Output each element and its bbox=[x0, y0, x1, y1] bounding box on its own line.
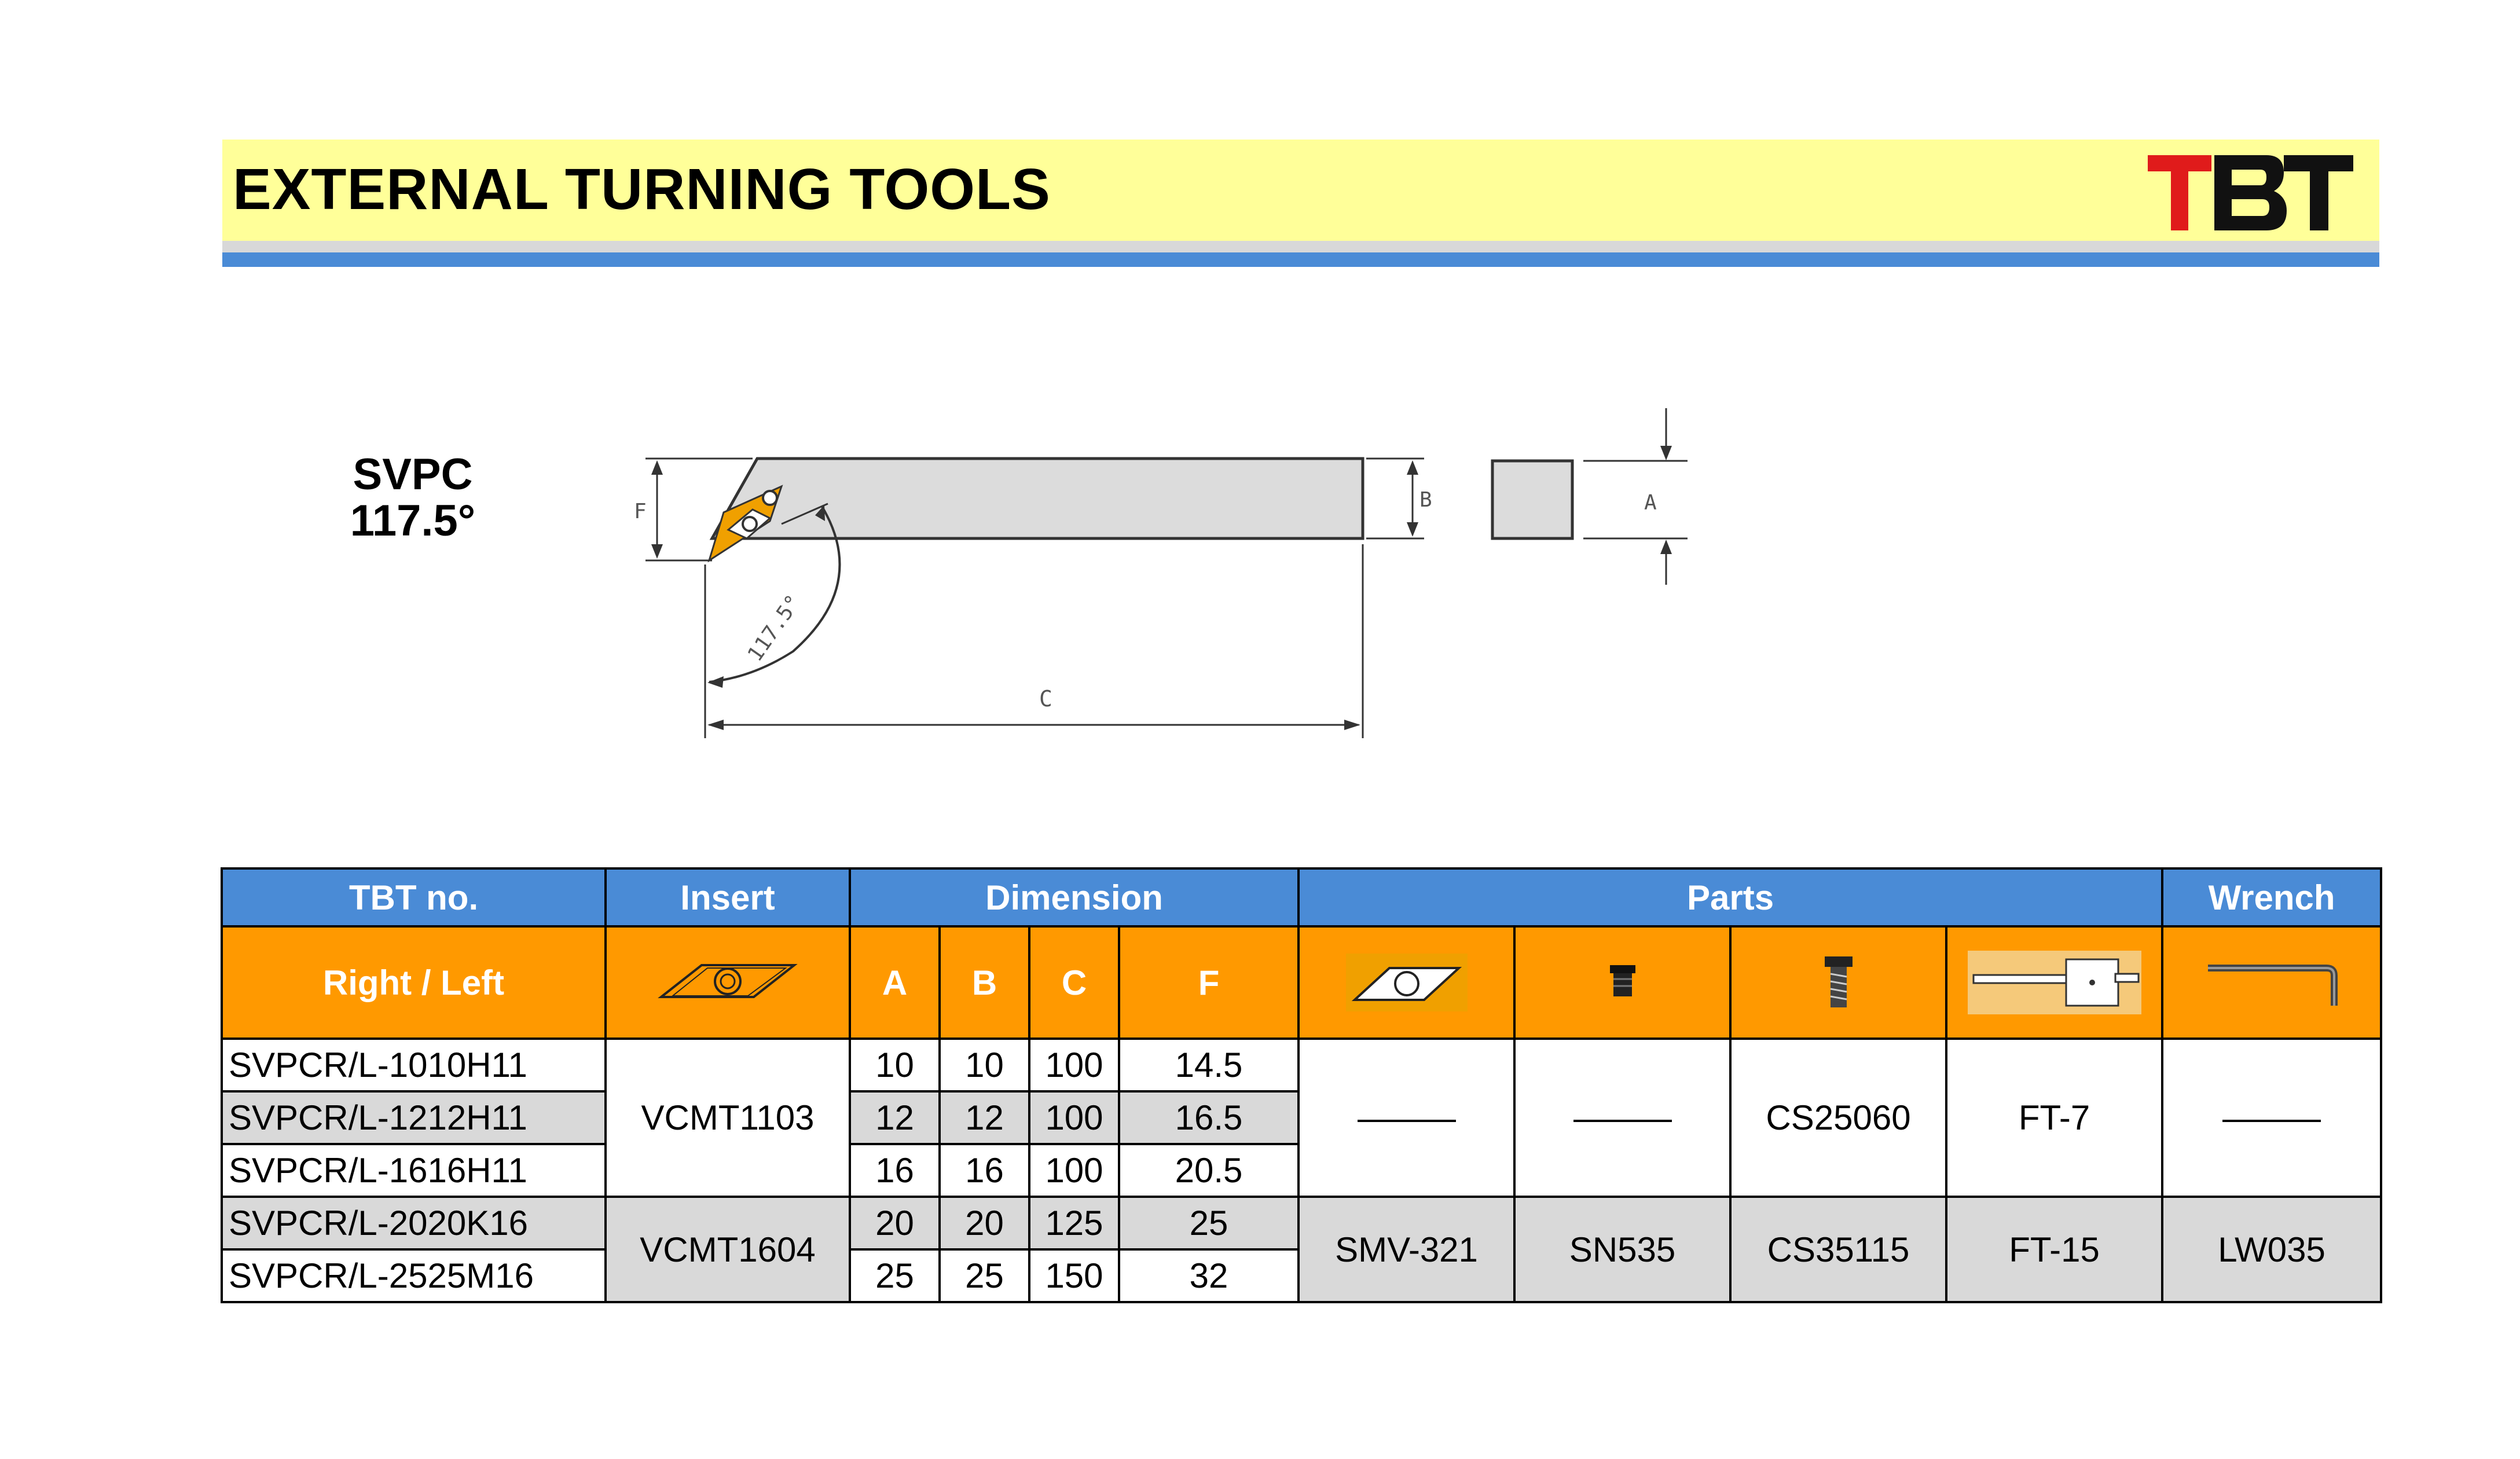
dim-label-c: C bbox=[1039, 686, 1052, 712]
dim-a-cell: 12 bbox=[850, 1091, 940, 1144]
wrench-header-icon-cell bbox=[2162, 926, 2381, 1039]
header-wrench: Wrench bbox=[2162, 868, 2381, 926]
shim-cell bbox=[1298, 1039, 1514, 1197]
shim-header-icon-cell bbox=[1298, 926, 1514, 1039]
dim-b-cell: 25 bbox=[940, 1249, 1029, 1302]
model-cell: SVPCR/L-1616H11 bbox=[222, 1144, 606, 1197]
model-cell: SVPCR/L-2525M16 bbox=[222, 1249, 606, 1302]
insert-header-icon-cell bbox=[606, 926, 850, 1039]
spec-table bbox=[221, 867, 2382, 1303]
key-cell: FT-7 bbox=[1946, 1039, 2162, 1197]
dim-c-cell: 100 bbox=[1029, 1039, 1119, 1091]
shim-screw-icon bbox=[1605, 959, 1640, 1006]
insert-cell: VCMT1103 bbox=[606, 1039, 850, 1197]
dim-label-a: A bbox=[1644, 491, 1657, 515]
key-cell: FT-15 bbox=[1946, 1197, 2162, 1302]
model-code: SVPC bbox=[353, 450, 473, 499]
key-icon bbox=[1968, 951, 2141, 1014]
empty-dash bbox=[1573, 1119, 1672, 1122]
header-dim-a: A bbox=[850, 926, 940, 1039]
shim-screw-cell bbox=[1514, 1039, 1730, 1197]
header-insert: Insert bbox=[606, 868, 850, 926]
model-cell: SVPCR/L-1212H11 bbox=[222, 1091, 606, 1144]
header-tbt-no: TBT no. bbox=[222, 868, 606, 926]
header-dimension: Dimension bbox=[850, 868, 1298, 926]
insert-icon bbox=[655, 956, 800, 1009]
model-cell: SVPCR/L-2020K16 bbox=[222, 1197, 606, 1249]
page-title: EXTERNAL TURNING TOOLS bbox=[233, 157, 1051, 222]
dim-label-b: B bbox=[1419, 488, 1432, 512]
dim-a-cell: 20 bbox=[850, 1197, 940, 1249]
header-parts: Parts bbox=[1298, 868, 2162, 926]
dim-c-cell: 150 bbox=[1029, 1249, 1119, 1302]
dim-f-cell: 14.5 bbox=[1119, 1039, 1298, 1091]
dim-f-cell: 20.5 bbox=[1119, 1144, 1298, 1197]
dim-c-cell: 100 bbox=[1029, 1091, 1119, 1144]
shim-screw-cell: SN535 bbox=[1514, 1197, 1730, 1302]
dim-a-cell: 25 bbox=[850, 1249, 940, 1302]
shim-icon bbox=[1346, 954, 1468, 1011]
dim-a-cell: 10 bbox=[850, 1039, 940, 1091]
dim-b-cell: 12 bbox=[940, 1091, 1029, 1144]
dim-f-cell: 25 bbox=[1119, 1197, 1298, 1249]
header-right-left: Right / Left bbox=[222, 926, 606, 1039]
empty-dash bbox=[1358, 1119, 1456, 1122]
dim-label-f: F bbox=[634, 500, 647, 523]
header-dim-b: B bbox=[940, 926, 1029, 1039]
dim-b-cell: 10 bbox=[940, 1039, 1029, 1091]
key-header-icon-cell bbox=[1946, 926, 2162, 1039]
tool-shank bbox=[712, 459, 1363, 538]
model-angle: 117.5° bbox=[350, 496, 476, 545]
dim-c-cell: 125 bbox=[1029, 1197, 1119, 1249]
screw-header-icon-cell bbox=[1730, 926, 1946, 1039]
dim-a-cell: 16 bbox=[850, 1144, 940, 1197]
wrench-icon bbox=[2202, 954, 2341, 1011]
screw-cell: CS35115 bbox=[1730, 1197, 1946, 1302]
wrench-cell: LW035 bbox=[2162, 1197, 2381, 1302]
empty-dash bbox=[2222, 1119, 2321, 1122]
header-dim-c: C bbox=[1029, 926, 1119, 1039]
insert-cell: VCMT1604 bbox=[606, 1197, 850, 1302]
header-dim-f: F bbox=[1119, 926, 1298, 1039]
cross-section bbox=[1492, 461, 1572, 538]
screw-cell: CS25060 bbox=[1730, 1039, 1946, 1197]
wrench-cell bbox=[2162, 1039, 2381, 1197]
shim-cell: SMV-321 bbox=[1298, 1197, 1514, 1302]
angle-label: 117.5° bbox=[743, 591, 806, 666]
dim-f-cell: 32 bbox=[1119, 1249, 1298, 1302]
screw-icon bbox=[1821, 954, 1856, 1011]
model-cell: SVPCR/L-1010H11 bbox=[222, 1039, 606, 1091]
dim-b-cell: 16 bbox=[940, 1144, 1029, 1197]
dim-c-cell: 100 bbox=[1029, 1144, 1119, 1197]
dim-f-cell: 16.5 bbox=[1119, 1091, 1298, 1144]
shim-screw-header-icon-cell bbox=[1514, 926, 1730, 1039]
dim-b-cell: 20 bbox=[940, 1197, 1029, 1249]
